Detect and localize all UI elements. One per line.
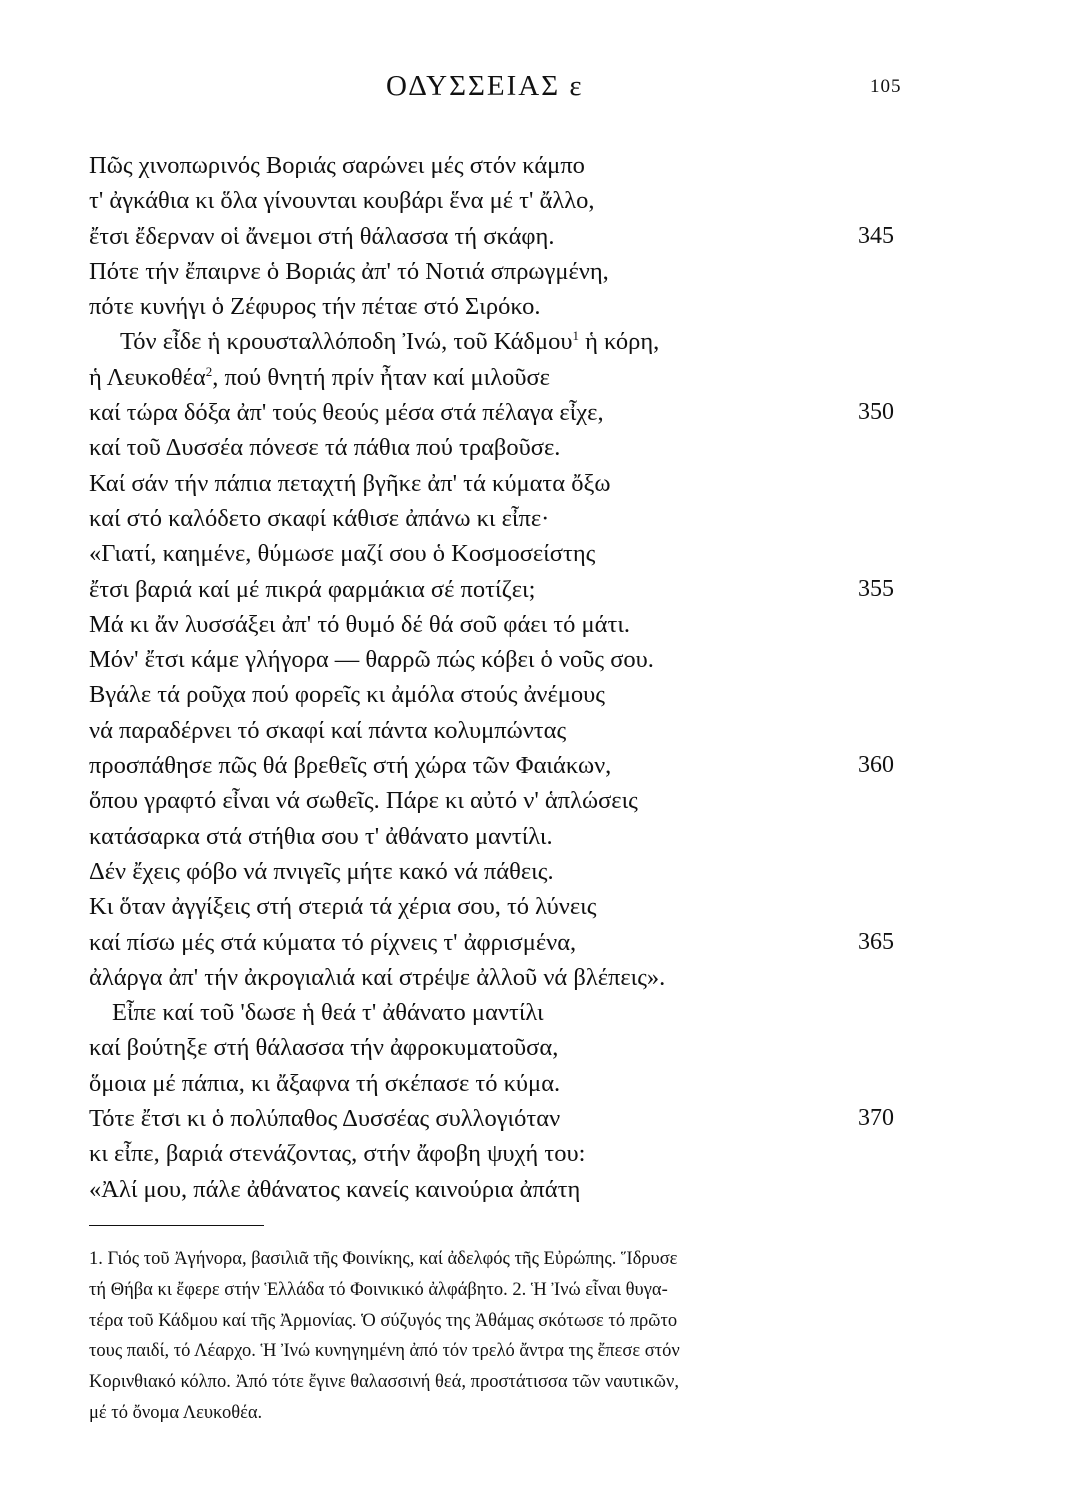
verse-text: Κι ὅταν ἀγγίξεις στή στεριά τά χέρια σου, τό λύνεις — [89, 893, 597, 921]
verse-line — [0, 713, 1085, 748]
verse-line — [0, 430, 1085, 465]
verse-text: Καί σάν τήν πάπια πεταχτή βγῆκε ἀπ' τά κύματα ὄξω — [89, 469, 611, 497]
page-number: 105 — [870, 76, 902, 97]
page-header — [0, 70, 1085, 110]
verse-text: Εἶπε καί τοῦ 'δωσε ἡ θεά τ' ἀθάνατο μαντίλι — [112, 999, 544, 1027]
line-number: 360 — [858, 752, 894, 779]
verse-line — [0, 219, 1085, 254]
verse-line — [0, 395, 1085, 430]
verse-line — [0, 607, 1085, 642]
verse-line — [0, 1101, 1085, 1136]
footnote-marker: 2 — [205, 363, 213, 379]
verse-text — [89, 360, 550, 395]
verse-line — [0, 889, 1085, 924]
footnote-divider — [89, 1225, 264, 1226]
verse-line — [0, 466, 1085, 501]
verse-text: Δέν ἔχεις φόβο νά πνιγεῖς μήτε κακό νά πάθεις. — [89, 857, 554, 885]
footnote-line: τέρα τοῦ Κάδμου καί τῆς Ἀρμονίας. Ὁ σύζυγός της Ἀθάμας σκότωσε τό πρῶτο — [89, 1310, 678, 1331]
verse-text — [120, 324, 659, 359]
verse-text: νά παραδέρνει τό σκαφί καί πάντα κολυμπώντας — [89, 716, 567, 744]
verse-line — [0, 854, 1085, 889]
verse-text: «Ἀλί μου, πάλε ἀθάνατος κανείς καινούρια ἀπάτη — [89, 1175, 581, 1203]
verse-text: ὅμοια μέ πάπια, κι ἄξαφνα τή σκέπασε τό κύμα. — [89, 1069, 561, 1097]
verse-line — [0, 289, 1085, 324]
verse-text: κι εἶπε, βαριά στενάζοντας, στήν ἄφοβη ψυχή του: — [89, 1140, 586, 1168]
verse-line — [0, 783, 1085, 818]
footnotes — [89, 1244, 905, 1429]
verse-line — [0, 572, 1085, 607]
verse-text: κατάσαρκα στά στήθια σου τ' ἀθάνατο μαντίλι. — [89, 822, 553, 850]
verse-text: ὅπου γραφτό εἶναι νά σωθεῖς. Πάρε κι αὐτό ν' ἁπλώσεις — [89, 787, 638, 815]
verse-line — [0, 148, 1085, 183]
verse-text: Πότε τήν ἔπαιρνε ὁ Βοριάς ἀπ' τό Νοτιά σπρωγμένη, — [89, 257, 609, 285]
verse-text: ἔτσι βαριά καί μέ πικρά φαρμάκια σέ ποτίζει; — [89, 575, 536, 603]
verse-block — [0, 148, 1085, 1207]
verse-line — [0, 324, 1085, 359]
verse-text: τ' ἀγκάθια κι ὅλα γίνουνται κουβάρι ἕνα μέ τ' ἄλλο, — [89, 187, 595, 215]
line-number: 350 — [858, 399, 894, 426]
verse-line — [0, 360, 1085, 395]
verse-line — [0, 642, 1085, 677]
verse-text: ἀλάργα ἀπ' τήν ἀκρογιαλιά καί στρέψε ἀλλοῦ νά βλέπεις». — [89, 963, 666, 991]
verse-text: καί βούτηξε στή θάλασσα τήν ἀφροκυματοῦσα, — [89, 1034, 559, 1062]
footnote-line: Κορινθιακό κόλπο. Ἀπό τότε ἔγινε θαλασσινή θεά, προστάτισσα τῶν ναυτικῶν, — [89, 1372, 679, 1393]
verse-line — [0, 925, 1085, 960]
line-number: 365 — [858, 928, 894, 955]
verse-text-part: , πού θνητή πρίν ἦταν καί μιλοῦσε — [212, 363, 550, 391]
verse-line — [0, 1030, 1085, 1065]
verse-line — [0, 536, 1085, 571]
verse-text: ἔτσι ἔδερναν οἱ ἄνεμοι στή θάλασσα τή σκάφη. — [89, 222, 555, 250]
footnote-line: 1. Γιός τοῦ Ἀγήνορα, βασιλιᾶ τῆς Φοινίκης, καί ἀδελφός τῆς Εὐρώπης. Ἵδρυσε — [89, 1249, 678, 1269]
verse-line — [0, 254, 1085, 289]
verse-line — [0, 1172, 1085, 1207]
verse-line — [0, 501, 1085, 536]
verse-text: Τότε ἔτσι κι ὁ πολύπαθος Δυσσέας συλλογιόταν — [89, 1105, 561, 1133]
verse-line — [0, 960, 1085, 995]
running-title: ΟΔΥΣΣΕΙΑΣ ε — [386, 70, 584, 102]
verse-line — [0, 748, 1085, 783]
verse-line — [0, 1136, 1085, 1171]
footnote-marker: 1 — [572, 328, 579, 344]
line-number: 355 — [858, 575, 894, 602]
verse-text-part: ἡ κόρη, — [578, 328, 660, 356]
verse-text: προσπάθησε πῶς θά βρεθεῖς στή χώρα τῶν Φαιάκων, — [89, 752, 612, 780]
footnote-line: τους παιδί, τό Λέαρχο. Ἡ Ἰνώ κυνηγημένη ἀπό τόν τρελό ἄντρα της ἔπεσε στόν — [89, 1341, 680, 1362]
verse-text: Μά κι ἄν λυσσάξει ἀπ' τό θυμό δέ θά σοῦ φάει τό μάτι. — [89, 610, 631, 638]
line-number: 345 — [858, 222, 894, 249]
verse-line — [0, 677, 1085, 712]
verse-line — [0, 1066, 1085, 1101]
verse-text: Μόν' ἔτσι κάμε γλήγορα — θαρρῶ πώς κόβει ὁ νοῦς σου. — [89, 646, 654, 674]
verse-text: Πῶς χινοπωρινός Βοριάς σαρώνει μές στόν κάμπο — [89, 152, 585, 179]
verse-line — [0, 819, 1085, 854]
line-number: 370 — [858, 1105, 894, 1132]
footnote-line: μέ τό ὄνομα Λευκοθέα. — [89, 1402, 263, 1423]
verse-text: πότε κυνήγι ὁ Ζέφυρος τήν πέταε στό Σιρόκο. — [89, 293, 541, 321]
verse-text: καί τώρα δόξα ἀπ' τούς θεούς μέσα στά πέλαγα εἶχε, — [89, 399, 604, 427]
verse-text-part: ἡ Λευκοθέα — [89, 363, 206, 391]
verse-text: «Γιατί, καημένε, θύμωσε μαζί σου ὁ Κοσμοσείστης — [89, 540, 596, 568]
footnote-line: τή Θήβα κι ἔφερε στήν Ἑλλάδα τό Φοινικικό ἀλφάβητο. 2. Ἡ Ἰνώ εἶναι θυγα- — [89, 1279, 668, 1300]
verse-text: καί τοῦ Δυσσέα πόνεσε τά πάθια πού τραβοῦσε. — [89, 434, 561, 462]
verse-line — [0, 995, 1085, 1030]
verse-text: καί πίσω μές στά κύματα τό ρίχνεις τ' ἀφρισμένα, — [89, 928, 577, 956]
verse-text: Βγάλε τά ροῦχα πού φορεῖς κι ἀμόλα στούς ἀνέμους — [89, 681, 606, 709]
verse-line — [0, 183, 1085, 218]
verse-text: καί στό καλόδετο σκαφί κάθισε ἀπάνω κι εἶπε· — [89, 504, 550, 532]
verse-text-part: Τόν εἶδε ἡ κρουσταλλόποδη Ἰνώ, τοῦ Κάδμου — [120, 328, 573, 356]
